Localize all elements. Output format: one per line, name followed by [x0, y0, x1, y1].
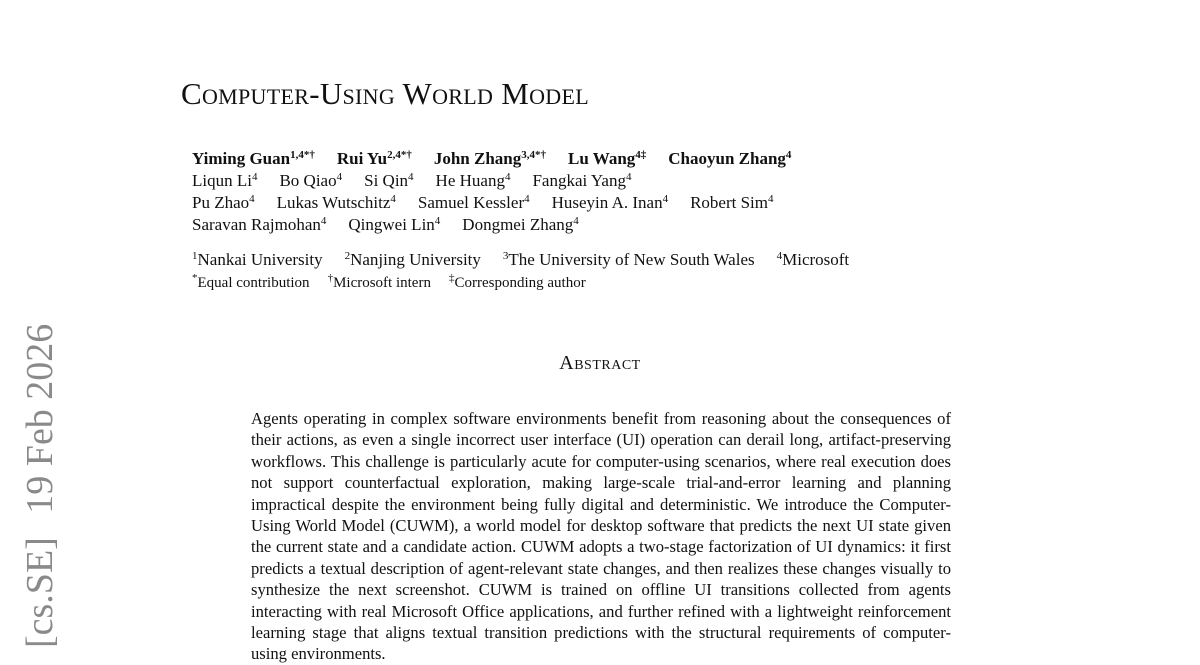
author-note: ‡Corresponding author [448, 272, 586, 291]
affiliation-item: $^1$Nankai University [192, 250, 323, 269]
affiliation-marker: 4 [249, 193, 255, 205]
author-name: Liqun Li$^4$ [192, 171, 258, 190]
author-line [192, 192, 813, 214]
author-name: He Huang$^4$ [435, 171, 511, 190]
author-note: †Microsoft intern [327, 272, 431, 291]
author-note: *Equal contribution [192, 272, 310, 291]
affiliation-item: $^3$The University of New South Wales [502, 250, 755, 269]
author-name: Lukas Wutschitz$^4$ [276, 193, 396, 212]
affiliation-marker: 4 [662, 193, 669, 205]
affiliations [192, 249, 871, 271]
affiliation-marker: 4 [251, 171, 258, 183]
author-name: Yiming Guan$^{1,4*\dagger}$ [192, 149, 315, 168]
author-name: Fangkai Yang$^4$ [532, 171, 632, 190]
author-notes [192, 273, 604, 293]
author-name: Qingwei Lin$^4$ [348, 215, 441, 234]
affiliation-marker: 4 [625, 171, 632, 183]
author-name: Huseyin A. Inan$^4$ [551, 193, 669, 212]
affiliation-marker: 4 [434, 215, 441, 227]
author-name: Samuel Kessler$^4$ [417, 193, 530, 212]
affiliation-item: $^4$Microsoft [776, 250, 850, 269]
affiliation-marker: 4‡ [635, 149, 647, 161]
author-name: John Zhang$^{3,4*\dagger}$ [433, 149, 547, 168]
author-name: Pu Zhao$^4$ [192, 193, 255, 212]
author-name: Si Qin$^4$ [364, 171, 414, 190]
affiliation-marker: 4 [785, 149, 792, 161]
affiliation-marker: 4 [573, 215, 579, 227]
affiliation-marker: 1,4*† [290, 149, 315, 161]
author-list [192, 148, 813, 236]
paper-title: Computer-Using World Model [181, 76, 589, 111]
affiliation-item: $^2$Nanjing University [344, 250, 481, 269]
author-name: Dongmei Zhang$^4$ [462, 215, 579, 234]
author-name: Chaoyun Zhang$^4$ [668, 149, 792, 168]
affiliation-marker: 4 [408, 171, 414, 183]
affiliation-marker: 4 [320, 215, 327, 227]
affiliation-marker: 2,4*† [387, 149, 412, 161]
arxiv-category: [cs.SE] [19, 537, 61, 648]
affiliation-marker: 4 [390, 193, 396, 205]
author-line [192, 148, 813, 170]
author-line [192, 214, 813, 236]
author-name: Saravan Rajmohan$^4$ [192, 215, 327, 234]
author-name: Lu Wang$^{4\ddagger}$ [568, 149, 647, 168]
affiliation-marker: 4 [768, 193, 774, 205]
author-name: Rui $Yu^{2,4*\dagger}$ [336, 149, 412, 168]
abstract-heading: Abstract [559, 352, 641, 374]
arxiv-date: 19 Feb 2026 [19, 323, 61, 514]
abstract-text: Agents operating in complex software environments benefit from reasoning about the consequences of their actions, as even a single incorrect user interface (UI) operation can derail long, artifact-preserving workflows. This challenge is particularly acute for computer-using scenarios, where real execution does not support counterfactual exploration, making large-scale trial-and-error learning and planning impractical despite the environment being fully digital and deterministic. We introduce the Computer-Using World Model (CUWM), a world model for desktop software that predicts the next UI state given the current state and a candidate action. CUWM adopts a two-stage factorization of UI dynamics: it first predicts a textual description of agent-relevant state changes, and then realizes these changes visually to synthesize the next screenshot. CUWM is trained on offline UI transitions collected from agents interacting with real Microsoft Office applications, and further refined with a lightweight reinforcement learning stage that aligns textual transition predictions with the structural requirements of computer-using environments. [251, 409, 951, 664]
author-line [192, 170, 813, 192]
affiliation-marker: 4 [504, 171, 511, 183]
author-name: Robert Sim$^4$ [690, 193, 774, 212]
affiliation-marker: 3,4*† [521, 149, 547, 161]
author-name: Bo Qiao$^4$ [279, 171, 343, 190]
affiliation-marker: 4 [524, 193, 530, 205]
affiliation-marker: 4 [336, 171, 343, 183]
